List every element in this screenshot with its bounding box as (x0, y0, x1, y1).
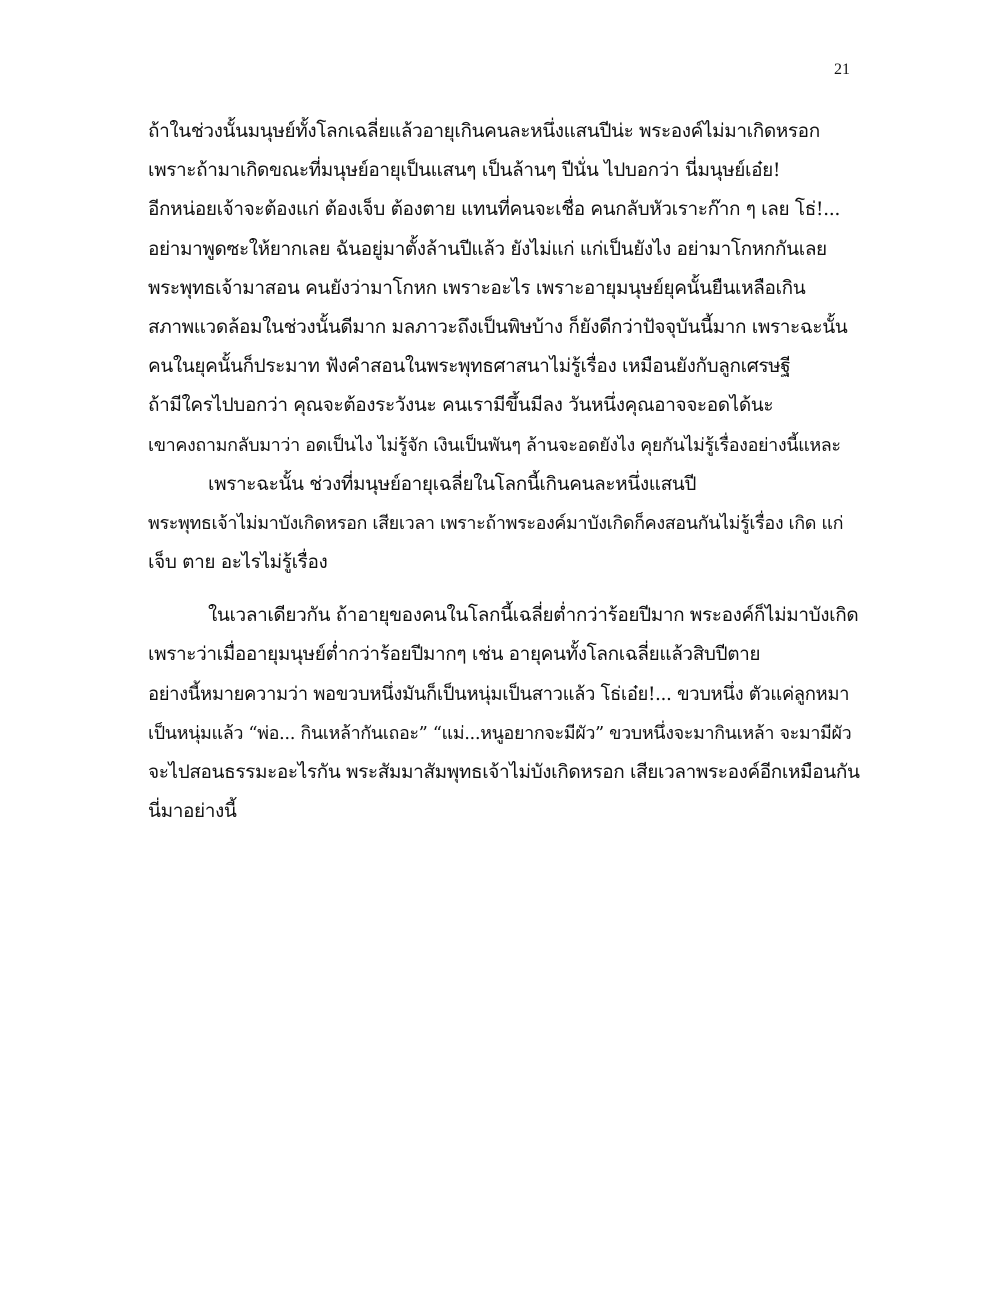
text-line: ถ้าในช่วงนั้นมนุษย์ทั้งโลกเฉลี่ยแล้วอายุเกินคนละหนึ่งแสนปีน่ะ พระองค์ไม่มาเกิดหรอก (148, 120, 820, 142)
text-line: อีกหน่อยเจ้าจะต้องแก่ ต้องเจ็บ ต้องตาย แทนที่คนจะเชื่อ คนกลับหัวเราะก๊าก ๆ เลย โธ่!... (148, 198, 841, 221)
text-line: คนในยุคนั้นก็ประมาท ฟังคำสอนในพระพุทธศาสนาไม่รู้เรื่อง เหมือนยังกับลูกเศรษฐี (148, 355, 791, 378)
paragraph-start-line: ในเวลาเดียวกัน ถ้าอายุของคนในโลกนี้เฉลี่ยต่ำกว่าร้อยปีมาก พระองค์ก็ไม่มาบังเกิด (208, 604, 859, 627)
text-line: อย่ามาพูดซะให้ยากเลย ฉันอยู่มาตั้งล้านปีแล้ว ยังไม่แก่ แก่เป็นยังไง อย่ามาโกหกกันเลย (148, 237, 827, 260)
paragraph-gap (148, 582, 860, 596)
text-line: ถ้ามีใครไปบอกว่า คุณจะต้องระวังนะ คนเรามีขึ้นมีลง วันหนึ่งคุณอาจจะอดได้นะ (148, 394, 774, 417)
text-line: เจ็บ ตาย อะไรไม่รู้เรื่อง (148, 551, 328, 574)
body-text (148, 112, 860, 831)
text-line: เป็นหนุ่มแล้ว “พ่อ... กินเหล้ากันเถอะ” “แม่...หนูอยากจะมีผัว” ขวบหนึ่งจะมากินเหล้า จะมามีผัว (148, 722, 852, 744)
text-line: นี่มาอย่างนี้ (148, 800, 237, 823)
text-line: อย่างนี้หมายความว่า พอขวบหนึ่งมันก็เป็นหนุ่มเป็นสาวแล้ว โธ่เอ๋ย!... ขวบหนึ่ง ตัวแค่ลูกหมา (148, 683, 850, 705)
text-line: พระพุทธเจ้ามาสอน คนยังว่ามาโกหก เพราะอะไร เพราะอายุมนุษย์ยุคนั้นยืนเหลือเกิน (148, 276, 806, 299)
text-line: เพราะถ้ามาเกิดขณะที่มนุษย์อายุเป็นแสนๆ เป็นล้านๆ ปีนั่น ไปบอกว่า นี่มนุษย์เอ๋ย! (148, 159, 781, 182)
text-line: พระพุทธเจ้าไม่มาบังเกิดหรอก เสียเวลา เพราะถ้าพระองค์มาบังเกิดก็คงสอนกันไม่รู้เรื่อง เกิด แก่ (148, 512, 844, 534)
text-line: เพราะว่าเมื่ออายุมนุษย์ต่ำกว่าร้อยปีมากๆ เช่น อายุคนทั้งโลกเฉลี่ยแล้วสิบปีตาย (148, 643, 761, 666)
page-number: 21 (834, 61, 850, 78)
text-line: จะไปสอนธรรมะอะไรกัน พระสัมมาสัมพุทธเจ้าไม่บังเกิดหรอก เสียเวลาพระองค์อีกเหมือนกัน (148, 761, 860, 783)
paragraph-start-line: เพราะฉะนั้น ช่วงที่มนุษย์อายุเฉลี่ยในโลกนี้เกินคนละหนึ่งแสนปี (208, 472, 697, 495)
text-line: เขาคงถามกลับมาว่า อดเป็นไง ไม่รู้จัก เงินเป็นพันๆ ล้านจะอดยังไง คุยกันไม่รู้เรื่องอย่างนี้แหละ (148, 434, 841, 456)
text-line: สภาพแวดล้อมในช่วงนั้นดีมาก มลภาวะถึงเป็นพิษบ้าง ก็ยังดีกว่าปัจจุบันนี้มาก เพราะฉะนั้น (148, 315, 848, 338)
